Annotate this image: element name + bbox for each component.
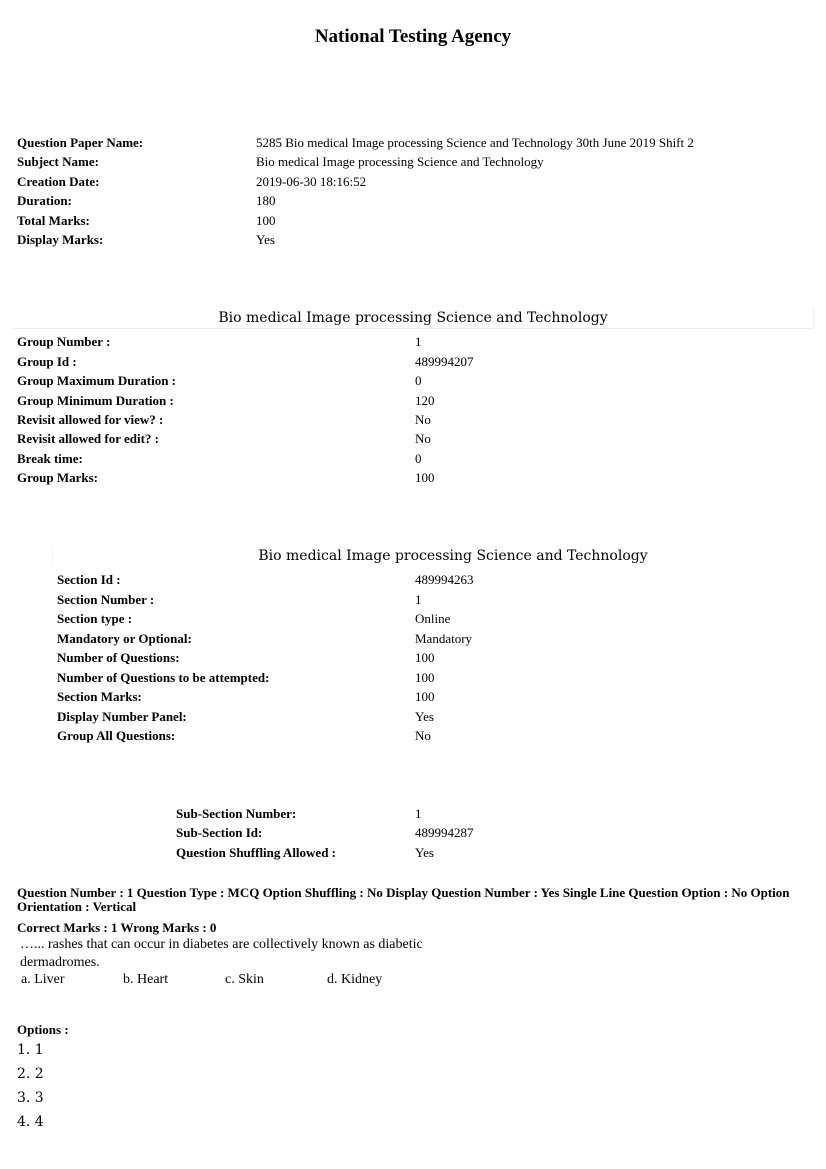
group-info-value: 0: [415, 373, 422, 388]
group-info-key: Group Minimum Duration :: [17, 393, 174, 408]
section-info-key: Number of Questions to be attempted:: [57, 670, 270, 685]
group-info-value: 120: [415, 393, 435, 408]
section-info-key: Number of Questions:: [57, 650, 180, 665]
paper-info-value: Yes: [256, 232, 275, 247]
paper-info-key: Duration:: [17, 193, 72, 208]
choice-b: b. Heart: [123, 972, 169, 987]
section-info-value: 100: [415, 670, 435, 685]
paper-info-value: 2019-06-30 18:16:52: [256, 174, 367, 189]
option-1: 1. 1: [17, 1042, 44, 1058]
group-info-value: 1: [415, 334, 422, 349]
section-info-key: Section Marks:: [57, 689, 142, 704]
question-text: [20, 936, 500, 972]
choice-c: c. Skin: [225, 972, 264, 987]
group-info-key: Revisit allowed for edit? :: [17, 431, 160, 446]
section-info-value: Online: [415, 611, 451, 626]
group-info-key: Group Number :: [17, 334, 111, 349]
subsection-info-key: Sub-Section Number:: [176, 806, 297, 821]
option-2: 2. 2: [17, 1066, 44, 1082]
option-4: 4. 4: [17, 1114, 44, 1130]
choice-d: d. Kidney: [327, 972, 383, 987]
section-info-key: Section Id :: [57, 572, 121, 587]
paper-info-key: Creation Date:: [17, 174, 100, 189]
choice-a: a. Liver: [21, 972, 65, 987]
group-banner: Bio medical Image processing Science and Technology: [13, 308, 814, 329]
section-info-key: Mandatory or Optional:: [57, 631, 192, 646]
question-choices: [21, 972, 382, 988]
paper-info-value: 180: [256, 193, 276, 208]
paper-info-key: Subject Name:: [17, 154, 99, 169]
section-info-value: 100: [415, 650, 435, 665]
subsection-info-value: Yes: [415, 845, 434, 860]
group-info-value: 0: [415, 451, 422, 466]
section-info-value: 100: [415, 689, 435, 704]
group-info-key: Break time:: [17, 451, 83, 466]
question-text-line: …... rashes that can occur in diabetes are collectively known as diabetic: [20, 937, 423, 952]
group-info-key: Group Marks:: [17, 470, 99, 485]
paper-info-value: Bio medical Image processing Science and Technology: [256, 154, 544, 169]
section-info-key: Section Number :: [57, 592, 155, 607]
paper-info-value: 100: [256, 213, 276, 228]
section-info-value: No: [415, 728, 431, 743]
question-header: Question Number : 1 Question Type : MCQ Option Shuffling : No Display Question Number : Yes Single Line Question Option : No Option Orientation : Vertical: [17, 885, 790, 914]
group-info-value: 100: [415, 470, 435, 485]
question-marks: Correct Marks : 1 Wrong Marks : 0: [17, 920, 217, 935]
section-info-value: Mandatory: [415, 631, 473, 646]
group-info-key: Group Id :: [17, 354, 77, 369]
option-3: 3. 3: [17, 1090, 44, 1106]
section-banner: Bio medical Image processing Science and Technology: [52, 546, 826, 566]
subsection-info-value: 489994287: [415, 825, 474, 840]
options-label: Options :: [17, 1022, 69, 1037]
section-info-key: Group All Questions:: [57, 728, 176, 743]
section-info-value: 1: [415, 592, 422, 607]
section-info-value: 489994263: [415, 572, 474, 587]
group-info-value: No: [415, 431, 431, 446]
paper-info-key: Question Paper Name:: [17, 135, 144, 150]
page-title: National Testing Agency: [314, 26, 512, 47]
group-info-key: Revisit allowed for view? :: [17, 412, 164, 427]
section-info-key: Display Number Panel:: [57, 709, 187, 724]
subsection-info-value: 1: [415, 806, 422, 821]
section-info-value: Yes: [415, 709, 434, 724]
subsection-info-key: Question Shuffling Allowed :: [176, 845, 337, 860]
section-info-key: Section type :: [57, 611, 133, 626]
paper-info-value: 5285 Bio medical Image processing Science and Technology 30th June 2019 Shift 2: [256, 135, 694, 150]
paper-info-key: Display Marks:: [17, 232, 104, 247]
subsection-info-key: Sub-Section Id:: [176, 825, 263, 840]
question-text-line: dermadromes.: [20, 955, 100, 970]
paper-info-key: Total Marks:: [17, 213, 90, 228]
group-info-key: Group Maximum Duration :: [17, 373, 177, 388]
group-info-value: 489994207: [415, 354, 474, 369]
group-info-value: No: [415, 412, 431, 427]
